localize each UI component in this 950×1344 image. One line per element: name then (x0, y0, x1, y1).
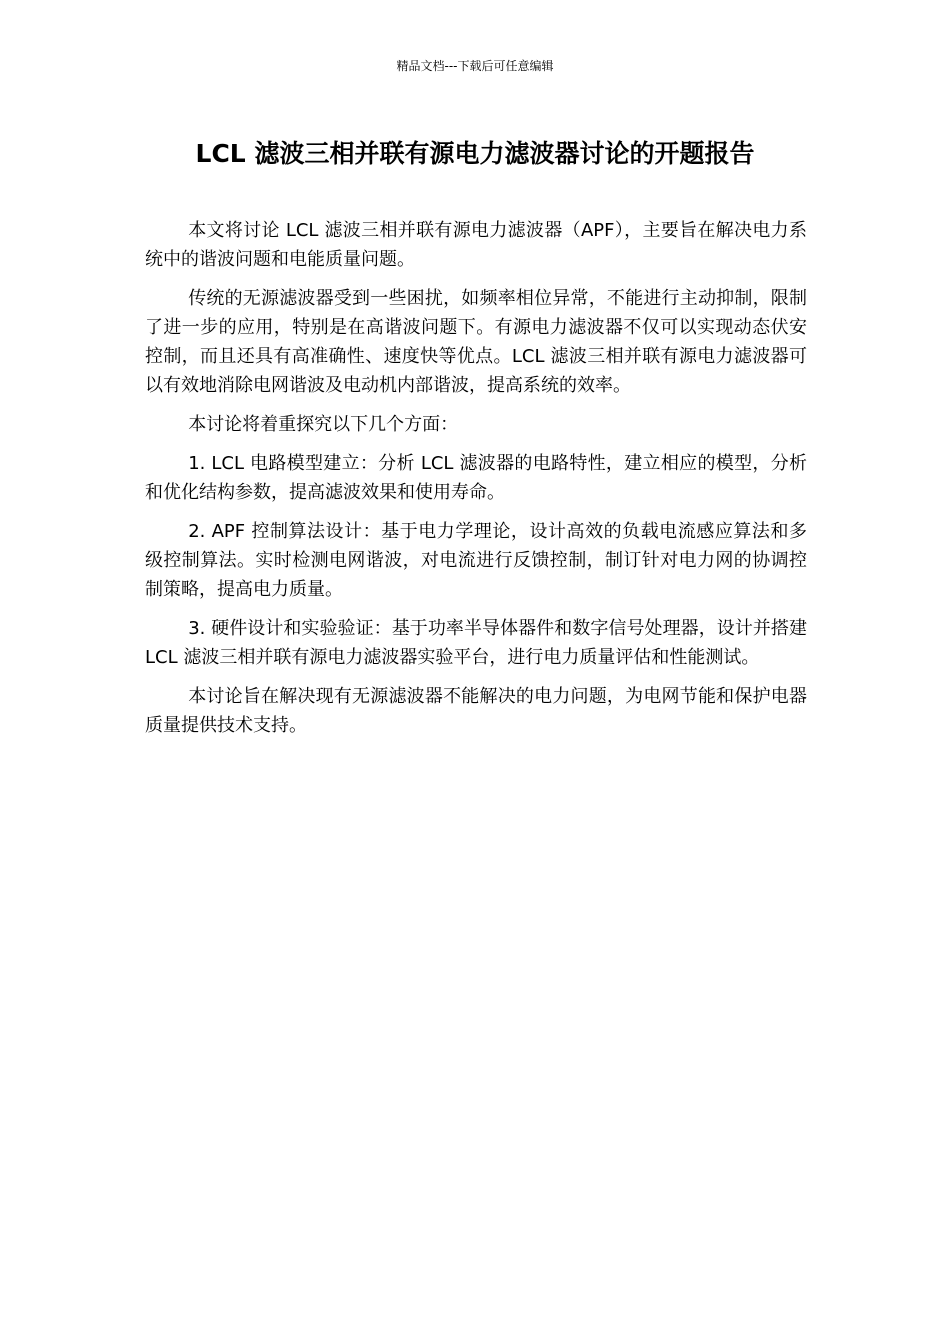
paragraph-conclusion: 本讨论旨在解决现有无源滤波器不能解决的电力问题，为电网节能和保护电器质量提供技术支持。 (145, 686, 807, 736)
paragraph-item-3: 3. 硬件设计和实验验证：基于功率半导体器件和数字信号处理器，设计并搭建 LCL 滤波三相并联有源电力滤波器实验平台，进行电力质量评估和性能测试。 (145, 618, 807, 668)
document-body (145, 216, 807, 750)
header-note: 精品文档---下载后可任意编辑 (396, 59, 554, 73)
paragraph-item-2: 2. APF 控制算法设计：基于电力学理论，设计高效的负载电流感应算法和多级控制算法。实时检测电网谐波，对电流进行反馈控制，制订针对电力网的协调控制策略，提高电力质量。 (145, 521, 807, 600)
paragraph-intro: 本文将讨论 LCL 滤波三相并联有源电力滤波器（APF），主要旨在解决电力系统中的谐波问题和电能质量问题。 (145, 220, 807, 270)
paragraph-item-1: 1. LCL 电路模型建立：分析 LCL 滤波器的电路特性，建立相应的模型，分析和优化结构参数，提高滤波效果和使用寿命。 (145, 453, 807, 503)
paragraph-focus: 本讨论将着重探究以下几个方面： (188, 414, 459, 435)
paragraph-background: 传统的无源滤波器受到一些困扰，如频率相位异常，不能进行主动抑制，限制了进一步的应用，特别是在高谐波问题下。有源电力滤波器不仅可以实现动态伏安控制，而且还具有高准确性、速度快等优点。LCL 滤波三相并联有源电力滤波器可以有效地消除电网谐波及电动机内部谐波，提高系统的效率。 (145, 288, 807, 396)
document-title: LCL 滤波三相并联有源电力滤波器讨论的开题报告 (195, 139, 755, 168)
